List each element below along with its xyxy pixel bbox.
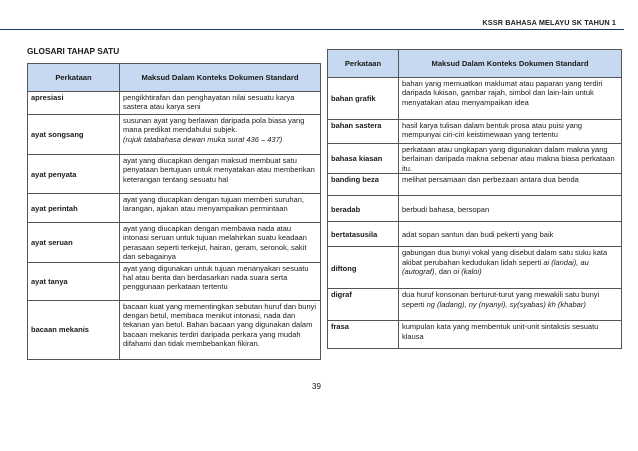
definition-cell: melihat persamaan dan perbezaan antara dua benda [399,174,622,196]
table-row [28,223,321,263]
table-row [28,115,321,155]
term-cell: ayat seruan [28,223,120,263]
table-row [328,120,622,144]
glossary-title: GLOSARI TAHAP SATU [27,46,120,56]
definition-cell [399,247,622,289]
definition-cell: pengikhtirafan dan penghayatan nilai sesuatu karya sastera atau karya seni [120,92,321,115]
table-row [328,174,622,196]
term-cell: banding beza [328,174,399,196]
term-cell: bahan grafik [328,78,399,120]
column-header-definition: Maksud Dalam Konteks Dokumen Standard [399,50,622,78]
term-cell: ayat penyata [28,155,120,194]
page-number: 39 [312,382,321,391]
glossary-table-left [27,63,321,360]
definition-cell [399,289,622,321]
column-header-definition: Maksud Dalam Konteks Dokumen Standard [120,64,321,92]
header-rule [0,29,624,30]
term-cell: ayat perintah [28,194,120,223]
definition-example: ng (ladang), ny (nyanyi), sy(syabas) kh (khabar) [426,299,586,309]
term-cell: ayat tanya [28,262,120,300]
definition-text: susunan ayat yang berlawan daripada pola biasa yang mana predikat mendahului subjek. [123,116,305,135]
term-cell: bahan sastera [328,120,399,144]
definition-cell [120,115,321,155]
table-row [28,194,321,223]
definition-cell: berbudi bahasa, bersopan [399,196,622,222]
table-header-row [328,50,622,78]
term-cell: bertatasusila [328,222,399,247]
table-header-row [28,64,321,92]
definition-cell: ayat yang diucapkan dengan membawa nada atau intonasi seruan untuk tujuan melahirkan suatu keadaan perasaan seperti terkejut, hairan, geram, seronok, sakit dan sebagainya [120,223,321,263]
term-cell: frasa [328,321,399,349]
definition-cell: bacaan kuat yang mementingkan sebutan huruf dan bunyi dengan betul, membaca menikut intonasi, nada dan tekanan yan betul. Bahan bacaan yang digunakan dalam bacaan mekanis terdiri daripada perkara yang mudah difahami dan tidak membebankan fikiran. [120,300,321,359]
term-cell: bahasa kiasan [328,144,399,174]
definition-cell: adat sopan santun dan budi pekerti yang baik [399,222,622,247]
table-row [328,222,622,247]
definition-example: (rujuk tatabahasa dewan muka surat 436 – 437) [123,134,283,144]
definition-cell: ayat yang diucapkan dengan maksud membuat satu penyataan bertujuan untuk menyatakan atau memberikan keterangan tentang sesuatu hal [120,155,321,194]
term-cell: digraf [328,289,399,321]
table-row [328,144,622,174]
term-cell: apresiasi [28,92,120,115]
glossary-table-right [327,49,622,349]
definition-cell: hasil karya tulisan dalam bentuk prosa atau puisi yang mempunyai ciri-ciri keistimewaan yang tertentu [399,120,622,144]
definition-cell: kumpulan kata yang membentuk unit-unit sintaksis sesuatu klausa [399,321,622,349]
term-cell: diftong [328,247,399,289]
table-row [328,321,622,349]
definition-cell: ayat yang digunakan untuk tujuan menanyakan sesuatu hal atau berita dan berdasarkan nada suara serta penggunaan perkataan tertentu [120,262,321,300]
definition-text: gabungan dua bunyi vokal yang disebut dalam satu suku kata akibat perubahan kedudukan lidah seperti [402,248,608,267]
table-row [28,155,321,194]
column-header-term: Perkataan [28,64,120,92]
table-row [28,262,321,300]
table-row [28,92,321,115]
term-cell: beradab [328,196,399,222]
definition-example: ai (landai), au (autograf) [402,257,589,277]
definition-cell: perkataan atau ungkapan yang digunakan dalam makna yang berlainan daripada makna sebenar atau makna biasa perkataan itu. [399,144,622,174]
table-row [328,78,622,120]
definition-cell: bahan yang memuatkan maklumat atau paparan yang terdiri daripada lukisan, gambar rajah, simbol dan lain-lain untuk menyatakan atau menyampaikan idea [399,78,622,120]
running-header: KSSR BAHASA MELAYU SK TAHUN 1 [482,18,616,27]
definition-cell: ayat yang diucapkan dengan tujuan memberi suruhan, larangan, ajakan atau menyampaikan permintaan [120,194,321,223]
table-row [328,247,622,289]
term-cell: ayat songsang [28,115,120,155]
term-cell: bacaan mekanis [28,300,120,359]
table-row [328,196,622,222]
definition-example: oi (kaloi) [453,267,482,277]
table-row [328,289,622,321]
table-row [28,300,321,359]
definition-text: , dan [434,267,454,277]
column-header-term: Perkataan [328,50,399,78]
definition-text: dua huruf konsonan berturut-turut yang mewakili satu bunyi seperti [402,290,600,309]
